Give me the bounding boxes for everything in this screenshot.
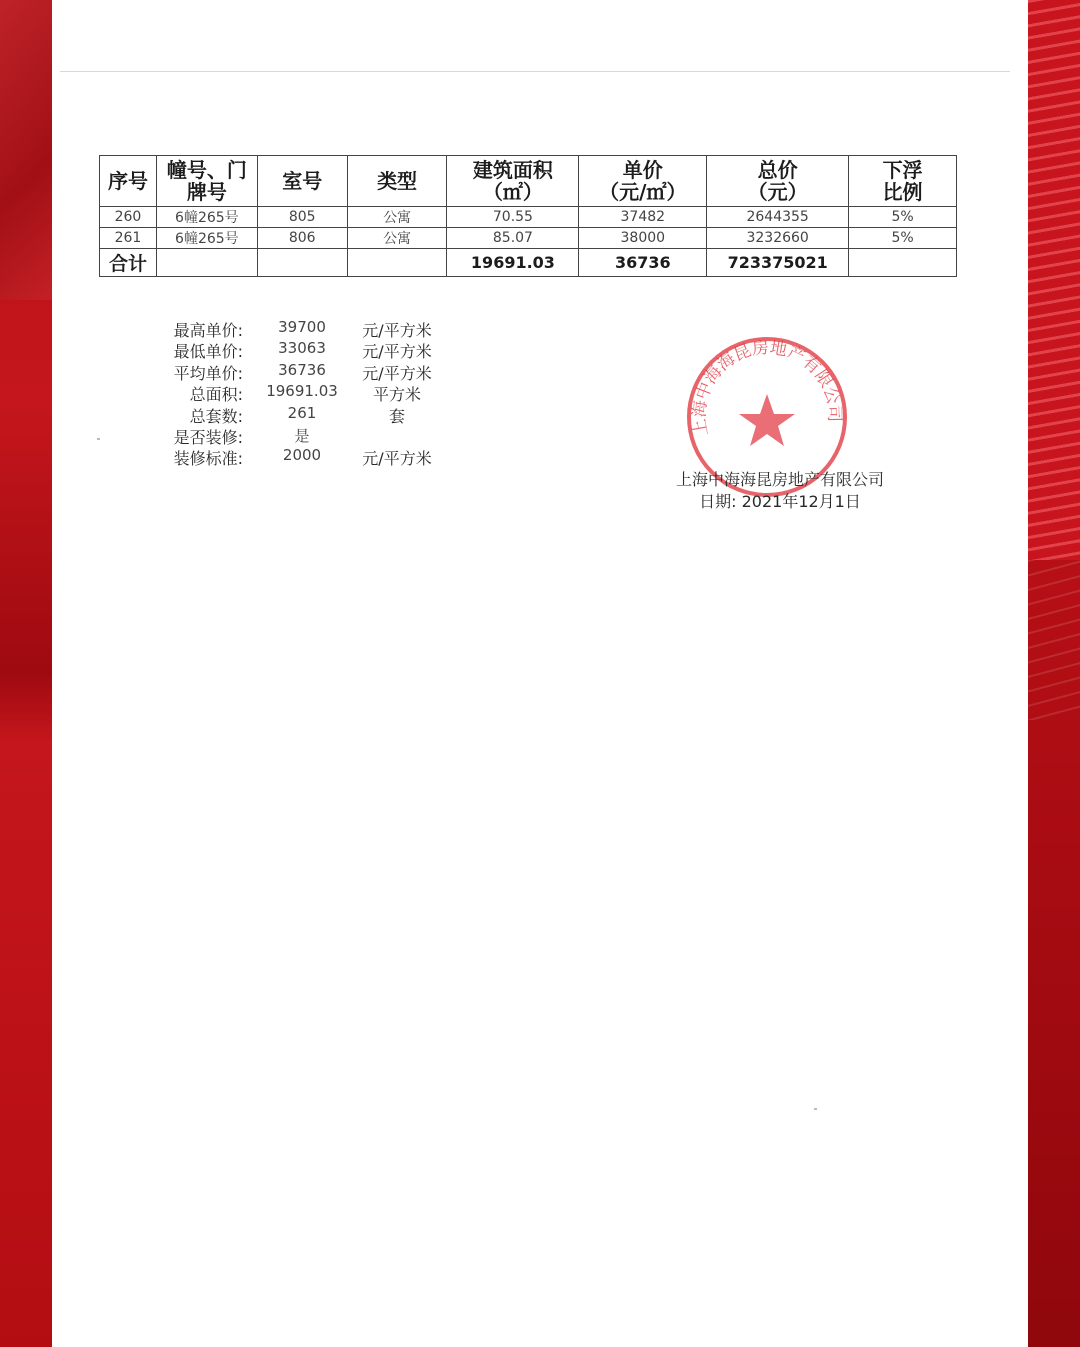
- summary-unit: 平方米: [372, 385, 421, 405]
- summary-unit: 元/平方米: [362, 342, 432, 362]
- summary-unit: 元/平方米: [362, 363, 432, 383]
- summary-label: 最高单价:: [173, 321, 243, 340]
- cell-seq: 260: [100, 207, 157, 228]
- right-red-border-lower: [1028, 560, 1080, 1347]
- header-room: 室号: [257, 156, 347, 207]
- scan-speck: [814, 1108, 817, 1110]
- cell-room: 805: [257, 207, 347, 228]
- header-total-price: 总价 （元）: [707, 156, 849, 207]
- cell-discount: 5%: [849, 228, 957, 249]
- header-building: 幢号、门 牌号: [156, 156, 257, 207]
- header-discount: 下浮 比例: [849, 156, 957, 207]
- total-empty-cell: [849, 249, 957, 277]
- header-area: 建筑面积 （㎡）: [447, 156, 579, 207]
- summary-unit: 元/平方米: [362, 449, 432, 469]
- summary-value: 19691.03: [266, 382, 338, 401]
- summary-label: 总面积:: [189, 385, 243, 405]
- total-empty-cell: [257, 249, 347, 277]
- total-price: 723375021: [707, 249, 849, 277]
- cell-seq: 261: [100, 228, 157, 249]
- seal-text-path: 上海中海海昆房地产有限公司: [689, 337, 845, 438]
- summary-value: 33063: [278, 339, 326, 358]
- summary-value: 2000: [282, 446, 322, 465]
- cell-total-price: 2644355: [707, 207, 849, 228]
- cell-type: 公寓: [347, 207, 447, 228]
- cell-area: 85.07: [447, 228, 579, 249]
- summary-value: 261: [287, 403, 317, 422]
- cell-room: 806: [257, 228, 347, 249]
- cell-unit-price: 38000: [579, 228, 707, 249]
- summary-value: 39700: [278, 318, 326, 336]
- signature-block: [655, 469, 905, 513]
- cell-unit-price: 37482: [579, 207, 707, 228]
- summary-label: 总套数:: [189, 406, 243, 426]
- sign-date: 日期: 2021年12月1日: [699, 492, 861, 511]
- header-type: 类型: [347, 156, 447, 207]
- total-unit-price: 36736: [579, 249, 707, 277]
- total-empty-cell: [347, 249, 447, 277]
- summary-value: 是: [294, 426, 310, 445]
- top-rule: [60, 71, 1010, 72]
- table-row: [100, 207, 957, 228]
- scan-speck: [97, 438, 100, 440]
- total-empty-cell: [156, 249, 257, 277]
- cell-total-price: 3232660: [707, 228, 849, 249]
- total-label: 合计: [100, 249, 157, 277]
- header-unit-price: 单价 （元/㎡）: [579, 156, 707, 207]
- summary-label: 平均单价:: [173, 363, 243, 383]
- cell-discount: 5%: [849, 207, 957, 228]
- cell-building: 6幢265号: [156, 228, 257, 249]
- cell-type: 公寓: [347, 228, 447, 249]
- company-name: 上海中海海昆房地产有限公司: [675, 470, 884, 489]
- document-page: [52, 0, 1028, 1347]
- total-area: 19691.03: [447, 249, 579, 277]
- price-table: [99, 155, 957, 277]
- cell-building: 6幢265号: [156, 207, 257, 228]
- summary-label: 最低单价:: [173, 342, 243, 362]
- summary-label: 装修标准:: [173, 449, 243, 469]
- table-header-row: [100, 156, 957, 207]
- summary-label: 是否装修:: [173, 427, 243, 447]
- seal-star-icon: [739, 394, 795, 446]
- table-row: [100, 228, 957, 249]
- cell-area: 70.55: [447, 207, 579, 228]
- total-row: [100, 249, 957, 277]
- summary-unit: 元/平方米: [362, 321, 432, 340]
- left-red-border: [0, 0, 52, 1347]
- header-seq: 序号: [100, 156, 157, 207]
- summary-unit: 套: [388, 406, 405, 426]
- summary-value: 36736: [278, 360, 326, 379]
